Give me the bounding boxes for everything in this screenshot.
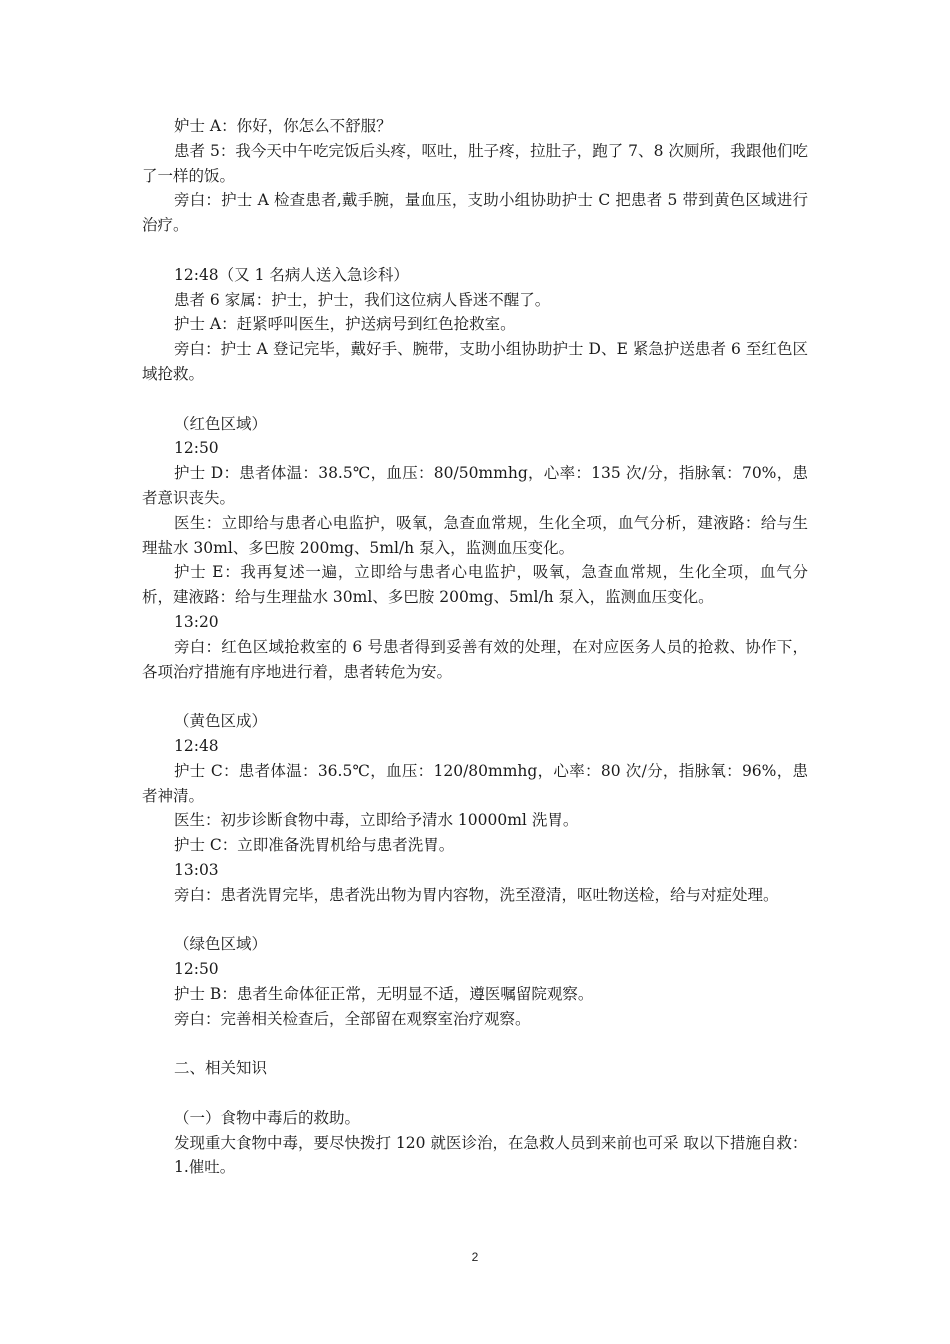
paragraph-spacer <box>142 1031 808 1056</box>
paragraph: 妒士 A：你好，你怎么不舒服？ <box>174 117 392 135</box>
paragraph: 旁白：完善相关检查后，全部留在观察室治疗观察。 <box>174 1009 531 1028</box>
paragraph: 13:03 <box>174 860 219 879</box>
paragraph: 12:50 <box>174 960 219 979</box>
paragraph: （绿色区域） <box>174 935 268 954</box>
paragraph-spacer <box>142 684 808 709</box>
paragraph: 12:48 <box>174 736 219 755</box>
paragraph: 医生：立即给与患者心电监护，吸氧，急查血常规，生化全项，血气分析，建液路：给与生理盐水 30ml、多巴胺 200mg、5ml/h 泵入，监测血压变化。 <box>142 513 808 557</box>
paragraph: （红色区域） <box>174 414 268 433</box>
paragraph: 护士 C：立即准备洗胃机给与患者洗胃。 <box>174 836 455 855</box>
paragraph: 旁白：患者洗胃完毕，患者洗出物为胃内容物，洗至澄清，呕吐物送检，给与对症处理。 <box>174 885 779 904</box>
paragraph-spacer <box>142 238 808 263</box>
paragraph: 护士 E：我再复述一遍，立即给与患者心电监护，吸氧，急查血常规，生化全项，血气分析，建液路：给与生理盐水 30ml、多巴胺 200mg、5ml/h 泵入，监测血压变化。 <box>142 563 808 607</box>
paragraph: 旁白：红色区域抢救室的 6 号患者得到妥善有效的处理，在对应医务人员的抢救、协作下，各项治疗措施有序地进行着，患者转危为安。 <box>142 637 808 681</box>
paragraph-spacer <box>142 387 808 412</box>
paragraph: （黄色区成） <box>174 712 268 731</box>
paragraph: 13:20 <box>174 612 219 631</box>
document-body <box>142 114 808 1180</box>
paragraph: 护士 A：赶紧呼叫医生，护送病号到红色抢救室。 <box>174 315 516 334</box>
paragraph-spacer <box>142 1081 808 1106</box>
paragraph: 发现重大食物中毒，要尽快拨打 120 就医诊治，在急救人员到来前也可采 取以下措施自救： <box>174 1133 808 1152</box>
paragraph: 患者 6 家属：护士，护士，我们这位病人昏迷不醒了。 <box>174 290 551 309</box>
paragraph: 患者 5：我今天中午吃完饭后头疼，呕吐，肚子疼，拉肚子，跑了 7、8 次厕所，我跟他们吃了一样的饭。 <box>142 141 808 185</box>
paragraph: （一）食物中毒后的救助。 <box>174 1108 361 1127</box>
page-number: 2 <box>471 1250 479 1264</box>
paragraph-spacer <box>142 908 808 933</box>
paragraph: 护士 C：患者体温：36.5℃，血压：120/80mmhg，心率：80 次/分，指脉氧：96%，患者神清。 <box>142 761 808 805</box>
paragraph: 旁白：护士 A 登记完毕，戴好手、腕带，支助小组协助护士 D、E 紧急护送患者 6 至红色区域抢救。 <box>142 340 808 383</box>
paragraph: 护士 D：患者体温：38.5℃，血压：80/50mmhg，心率：135 次/分，指脉氧：70%，患者意识丧失。 <box>142 464 808 507</box>
paragraph: 12:48（又 1 名病人送入急诊科） <box>174 265 409 284</box>
paragraph: 二、相关知识 <box>174 1059 268 1078</box>
paragraph: 12:50 <box>174 439 219 458</box>
paragraph: 1.催吐。 <box>174 1158 236 1177</box>
paragraph: 旁白：护士 A 检查患者,戴手腕，量血压，支助小组协助护士 C 把患者 5 带到黄色区域进行治疗。 <box>142 191 808 235</box>
paragraph: 医生：初步诊断食物中毒，立即给予清水 10000ml 洗胃。 <box>174 811 579 830</box>
paragraph: 护士 B：患者生命体征正常，无明显不适，遵医嘱留院观察。 <box>174 984 594 1003</box>
